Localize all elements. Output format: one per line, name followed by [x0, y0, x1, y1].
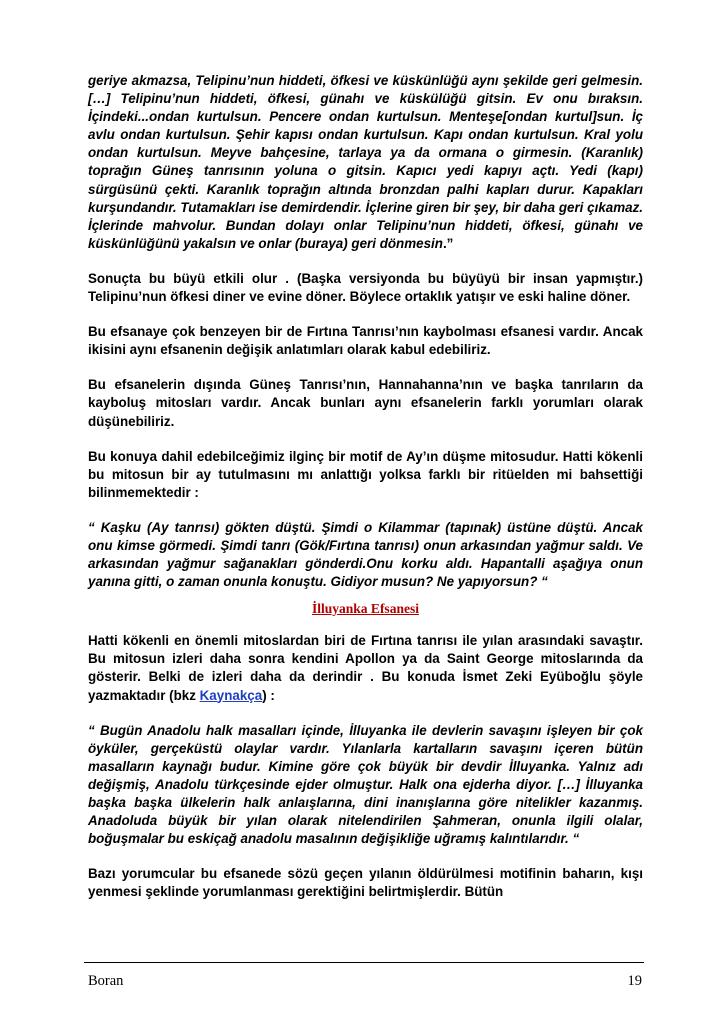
paragraph-illuyanka-intro: [88, 632, 643, 704]
footer-page-number: 19: [627, 973, 642, 989]
paragraph-illuyanka-intro-tail: ) :: [262, 687, 275, 703]
quote-paragraph-kasku: “ Kaşku (Ay tanrısı) gökten düştü. Şimdi o Kilammar (tapınak) üstüne düştü. Ancak onu kimse görmedi. Şimdi tanrı (Gök/Fırtına tanrısı) onun arkasından yağmur saldı. Ve arkasından yağmur sağanakları gönderdi.Onu korku aldı. Hapantalli aşağıya onun yanına gitti, o zaman onunla konuştu. Gidiyor musun? Ne yapıyorsun? “: [88, 519, 643, 590]
quote-paragraph-illuyanka: “ Bugün Anadolu halk masalları içinde, İlluyanka ile devlerin savaşını işleyen bir çok öyküler, gerçeküstü olaylar vardır. Yılanlarla kartalların savaşını içeren bütün masalların kaynağı budur. Kimine göre çok büyük bir devdir İlluyanka. Yalnız adı değişmiş, Anadolu türkçesinde ejder olmuştur. Halk ona ejderha diyor. […] İlluyanka başka başka ülkelerin halk anlaışlarına, dini inanışlarına göre nitelikler kazanmış. Anadoluda büyük bir yılan olarak nitelendirilen Şahmeran, onunla ilgili olalar, boğuşmalar bu eskiçağ anadolu masalının değişikliğe uğramış kalıntılarıdır. “: [88, 722, 643, 847]
quote-text-telipinu: geriye akmazsa, Telipinu’nun hiddeti, öfkesi ve küskünlüğü aynı şekilde geri gelmesin. […] Telipinu’nun hiddeti, öfkesi, günahı ve küskülüğü gitsin. Ev onu bıraksın. İçindeki...ondan kurtulsun. Pencere ondan kurtulsun. Menteşe[ondan kurtul]sun. İç avlu ondan kurtulsun. Şehir kapısı ondan kurtulsun. Kapı ondan kurtulsun. Kral yolu ondan kurtulsun. Meyve bahçesine, tarlaya ya da ormana o girmesin. (Karanlık) toprağın Güneş tanrısının yoluna o gitsin. Kapıcı yedi kapıyı açtı. Yedi (kapı) sürgüsünü çekti. Karanlık toprağın altında bronzdan palhi kapları durur. Kapakları kurşundandır. Tutamakları ise demirdendir. İçlerine giren bir şey, bir daha geri çıkamaz. İçlerinde mahvolur. Bundan dolayı onlar Telipinu’nun hiddeti, öfkesi, günahı ve küskünlüğünü yakalsın ve onlar (buraya) geri dönmesin: [88, 73, 643, 251]
quote-closing-mark: .”: [442, 235, 454, 251]
footer-divider: [84, 962, 644, 963]
paragraph-storm-god: Bu efsanaye çok benzeyen bir de Fırtına Tanrısı’nın kaybolması efsanesi vardır. Ancak ikisini aynı efsanenin değişik anlatımları olarak kabul edebiliriz.: [88, 324, 643, 358]
paragraph-illuyanka-intro-text: Hatti kökenli en önemli mitoslardan biri de Fırtına tanrısı ile yılan arasındaki savaştır. Bu mitosun izleri daha sonra kendini Apollon ya da Saint George mitoslarında da gösterir. Belki de izleri daha da derindir . Bu konuda İsmet Zeki Eyüboğlu şöyle yazmaktadır (bkz: [88, 633, 643, 703]
paragraph-disappearance-myths: Bu efsanelerin dışında Güneş Tanrısı’nın, Hannahanna’nın ve başka tanrıların da kayboluş mitosları vardır. Ancak bunları aynı efsanelerin farklı yorumları olarak düşünebiliriz.: [88, 377, 643, 429]
quote-paragraph-telipinu: [88, 72, 643, 253]
paragraph-moon-myth: Bu konuya dahil edebilceğimiz ilginç bir motif de Ay’ın düşme mitosudur. Hatti kökenli bu mitosun bir ay tutulmasını mı anlattığı yolksa farklı bir ritüelden mi bahsettiği bilinmemektedir :: [88, 448, 643, 500]
paragraph-commentators: Bazı yorumcular bu efsanede sözü geçen yılanın öldürülmesi motifinin baharın, kışı yenmesi şeklinde yorumlanması gerektiğini belirtmişlerdir. Bütün: [88, 866, 643, 900]
kaynakca-link[interactable]: Kaynakça: [199, 687, 263, 703]
page-body: [88, 72, 643, 918]
section-heading: [88, 600, 643, 617]
footer-author: Boran: [88, 973, 124, 989]
section-heading-text: İlluyanka Efsanesi: [312, 601, 419, 617]
paragraph-spell-result: Sonuçta bu büyü etkili olur . (Başka versiyonda bu büyüyü bir insan yapmıştır.) Telipinu’nun öfkesi diner ve evine döner. Böylece ortaklık yatışır ve eski haline döner.: [88, 270, 643, 305]
